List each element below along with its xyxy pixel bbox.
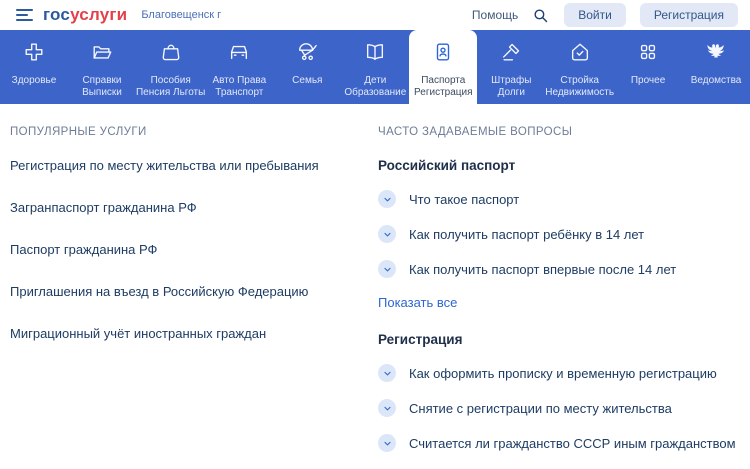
nav-tab-benefits[interactable]: Пособия Пенсия Льготы	[136, 30, 205, 104]
nav-tab-family[interactable]: Семья	[273, 30, 341, 104]
chevron-down-icon	[378, 434, 396, 452]
search-icon[interactable]	[532, 6, 550, 24]
gavel-icon	[500, 41, 522, 68]
faq-title: ЧАСТО ЗАДАВАЕМЫЕ ВОПРОСЫ	[378, 126, 573, 138]
faq-section	[375, 126, 740, 469]
faq-item[interactable]: Как оформить прописку и временную регистрацию	[378, 364, 740, 382]
eagle-icon	[705, 41, 727, 68]
nav-tab-transport[interactable]: Авто Права Транспорт	[205, 30, 273, 104]
faq-group-title-registration: Регистрация	[378, 332, 463, 347]
chevron-down-icon	[378, 260, 396, 278]
faq-group-title-passport: Российский паспорт	[378, 158, 516, 173]
nav-tab-education[interactable]: Дети Образование	[341, 30, 409, 104]
nav-tab-certificates[interactable]: Справки Выписки	[68, 30, 136, 104]
nav-tab-realty[interactable]: Стройка Недвижимость	[545, 30, 614, 104]
chevron-down-icon	[378, 225, 396, 243]
chevron-down-icon	[378, 364, 396, 382]
stroller-icon	[296, 41, 318, 68]
bag-icon	[160, 41, 182, 68]
show-all-link[interactable]: Показать все	[378, 295, 458, 310]
faq-item[interactable]: Снятие с регистрации по месту жительства	[378, 399, 740, 417]
location-selector[interactable]: Благовещенск г	[141, 9, 222, 21]
house-check-icon	[569, 41, 591, 68]
popular-link-registration[interactable]: Регистрация по месту жительства или пребывания	[10, 158, 319, 173]
open-book-icon	[364, 41, 386, 68]
popular-link-foreign-passport[interactable]: Загранпаспорт гражданина РФ	[10, 200, 197, 215]
popular-link-migration[interactable]: Миграционный учёт иностранных граждан	[10, 326, 267, 341]
nav-tab-health[interactable]: Здоровье	[0, 30, 68, 104]
folder-icon	[91, 41, 113, 68]
nav-tab-fines[interactable]: Штрафы Долги	[477, 30, 545, 104]
chevron-down-icon	[378, 399, 396, 417]
popular-link-invitations[interactable]: Приглашения на въезд в Российскую Федерацию	[10, 284, 309, 299]
register-button[interactable]: Регистрация	[640, 3, 738, 27]
main-content	[0, 104, 750, 469]
nav-tab-passports-selected[interactable]: Паспорта Регистрация	[409, 30, 477, 104]
nav-tab-other[interactable]: Прочее	[614, 30, 682, 104]
health-cross-icon	[23, 41, 45, 68]
help-link[interactable]: Помощь	[471, 8, 519, 22]
popular-services-title: ПОПУЛЯРНЫЕ УСЛУГИ	[10, 126, 147, 138]
faq-item[interactable]: Как получить паспорт ребёнку в 14 лет	[378, 225, 740, 243]
faq-item[interactable]: Считается ли гражданство СССР иным гражданством	[378, 434, 740, 452]
faq-item[interactable]: Как получить паспорт впервые после 14 лет	[378, 260, 740, 278]
gosuslugi-logo[interactable]	[43, 5, 127, 25]
chevron-down-icon	[378, 190, 396, 208]
top-header	[0, 0, 750, 30]
faq-item[interactable]: Что такое паспорт	[378, 190, 740, 208]
popular-link-passport[interactable]: Паспорт гражданина РФ	[10, 242, 158, 257]
grid-icon	[637, 41, 659, 68]
logo-part-red: услуги	[70, 5, 128, 24]
login-button[interactable]: Войти	[564, 3, 626, 27]
popular-services-section	[10, 126, 375, 469]
hamburger-menu-icon[interactable]	[16, 9, 33, 21]
passport-icon	[432, 41, 454, 68]
nav-tab-agencies[interactable]: Ведомства	[682, 30, 750, 104]
logo-part-blue: гос	[43, 5, 71, 24]
car-icon	[228, 41, 250, 68]
category-navbar	[0, 30, 750, 104]
